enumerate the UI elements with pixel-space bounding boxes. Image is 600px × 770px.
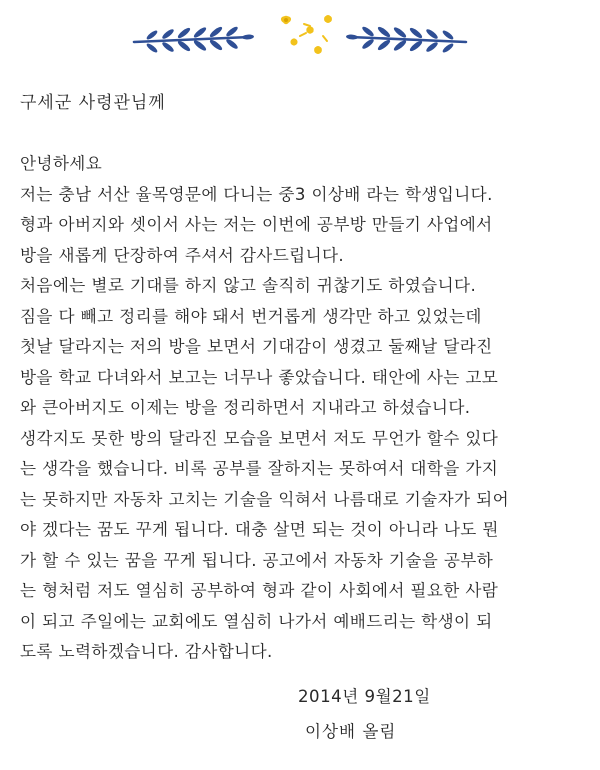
letter-line: 이 되고 주일에는 교회에도 열심히 나가서 예배드리는 학생이 되 bbox=[20, 611, 493, 631]
letter-line: 저는 충남 서산 율목영문에 다니는 중3 이상배 라는 학생입니다. bbox=[20, 184, 493, 204]
yellow-flower-icon bbox=[280, 14, 333, 54]
letter-line: 짐을 다 빼고 정리를 해야 돼서 번거롭게 생각만 하고 있었는데 bbox=[20, 306, 482, 326]
letter-salutation: 구세군 사령관님께 bbox=[20, 93, 166, 113]
letter-signature: 이상배 올림 bbox=[305, 722, 397, 741]
letter-line: 야 겠다는 꿈도 꾸게 됩니다. 대충 살면 되는 것이 아니라 나도 뭔 bbox=[20, 520, 499, 539]
letter-line: 안녕하세요 bbox=[20, 154, 103, 173]
right-leaf-branch-icon bbox=[346, 25, 466, 54]
left-leaf-branch-icon bbox=[134, 25, 254, 54]
letter-line: 는 형처럼 저도 열심히 공부하여 형과 같이 사회에서 필요한 사람 bbox=[20, 581, 499, 600]
letter-line: 생각지도 못한 방의 달라진 모습을 보면서 저도 무언가 할수 있다 bbox=[20, 428, 499, 448]
letter-line: 첫날 달라지는 저의 방을 보면서 기대감이 생겼고 둘째날 달라진 bbox=[20, 337, 493, 356]
letter-line: 처음에는 별로 기대를 하지 않고 솔직히 귀찮기도 하였습니다. bbox=[20, 276, 477, 295]
letter-line: 형과 아버지와 셋이서 사는 저는 이번에 공부방 만들기 사업에서 bbox=[20, 215, 493, 234]
letter-line: 는 못하지만 자동차 고치는 기술을 익혀서 나름대로 기술자가 되어 bbox=[20, 489, 509, 509]
letter-line: 도록 노력하겠습니다. 감사합니다. bbox=[20, 642, 273, 661]
letter-line: 는 생각을 했습니다. 비록 공부를 잘하지는 못하여서 대학을 가지 bbox=[20, 459, 499, 478]
letter-line: 방을 학교 다녀와서 보고는 너무나 좋았습니다. 태안에 사는 고모 bbox=[20, 367, 499, 387]
letter-line: 와 큰아버지도 이제는 방을 정리하면서 지내라고 하셨습니다. bbox=[20, 398, 471, 417]
letter-body bbox=[20, 149, 590, 668]
floral-ornament bbox=[128, 6, 472, 66]
letter-line: 가 할 수 있는 꿈을 꾸게 됩니다. 공고에서 자동차 기술을 공부하 bbox=[20, 550, 494, 570]
letter-date: 2014년 9월21일 bbox=[298, 687, 431, 706]
letter-line: 방을 새롭게 단장하여 주셔서 감사드립니다. bbox=[20, 245, 345, 265]
